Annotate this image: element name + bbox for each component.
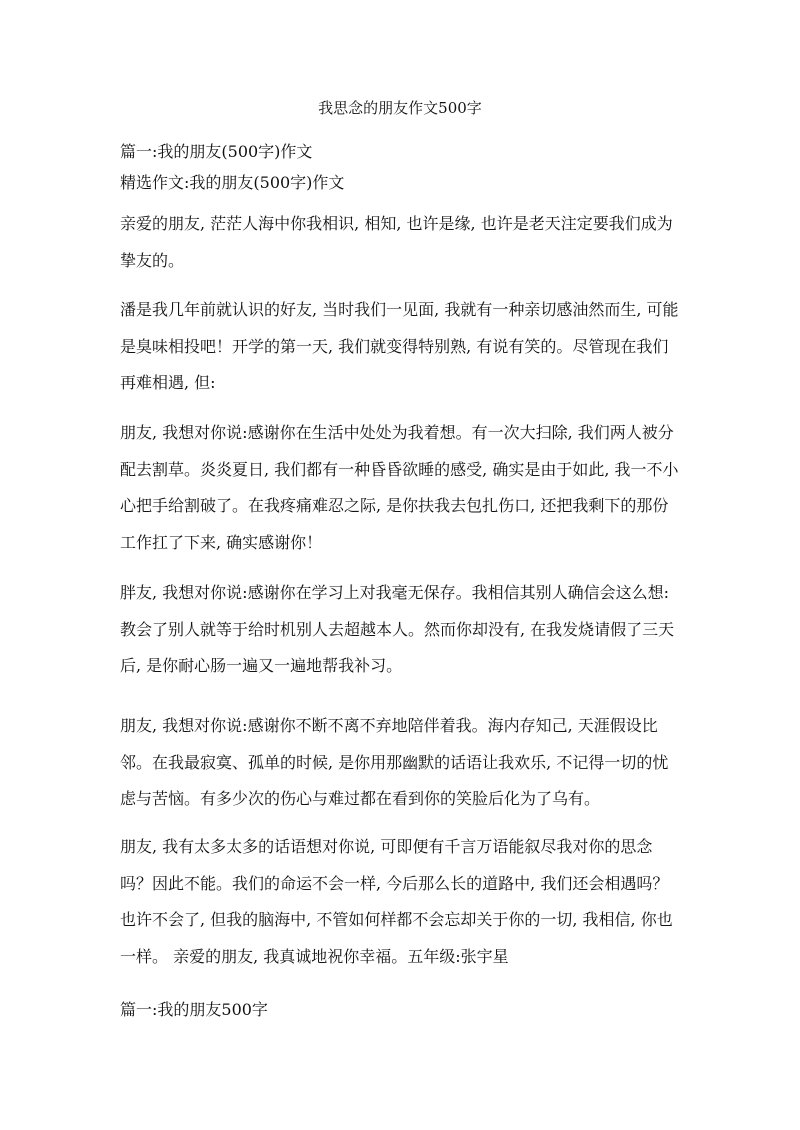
- paragraph-6: 朋友, 我有太多太多的话语想对你说, 可即便有千言万语能叙尽我对你的思念吗？因此不能。我们的命运不会一样, 今后那么长的道路中, 我们还会相遇吗？也许不会了, 但我的脑海中, 不管如何样都不会忘却关于你的一切, 我相信, 你也一样。 亲爱的朋友, 我真诚地祝你幸福。五年级:张宇星: [120, 837, 673, 966]
- paragraph-2: 潘是我几年前就认识的好友, 当时我们一见面, 我就有一种亲切感油然而生, 可能是臭味相投吧！开学的第一天, 我们就变得特别熟, 有说有笑的。尽管现在我们再难相遇, 但:: [120, 300, 679, 392]
- document-title: 我思念的朋友作文500字: [318, 99, 482, 117]
- paragraph-5: 朋友, 我想对你说:感谢你不断不离不弃地陪伴着我。海内存知己, 天涯假设比邻。在我最寂寞、孤单的时候, 是你用那幽默的话语让我欢乐, 不记得一切的忧虑与苦恼。有多少次的伤心与难过都在看到你的笑脸后化为了乌有。: [120, 716, 669, 808]
- section-heading-2: 精选作文:我的朋友(500字)作文: [120, 173, 345, 192]
- paragraph-3: 朋友, 我想对你说:感谢你在生活中处处为我着想。有一次大扫除, 我们两人被分配去割草。炎炎夏日, 我们都有一种昏昏欲睡的感受, 确实是由于如此, 我一不小心把手给割破了。在我疼痛难忍之际, 是你扶我去包扎伤口, 还把我剩下的那份工作扛了下来, 确实感谢你！: [120, 423, 679, 552]
- section-heading-3: 篇一:我的朋友500字: [120, 1000, 268, 1019]
- paragraph-4: 胖友, 我想对你说:感谢你在学习上对我毫无保存。我相信其别人确信会这么想:教会了别人就等于给时机别人去超越本人。然而你却没有, 在我发烧请假了三天后, 是你耐心肠一遍又一遍地帮我补习。: [120, 583, 675, 675]
- section-heading-1: 篇一:我的朋友(500字)作文: [120, 142, 313, 161]
- paragraph-1: 亲爱的朋友, 茫茫人海中你我相识, 相知, 也许是缘, 也许是老天注定要我们成为挚友的。: [120, 214, 673, 270]
